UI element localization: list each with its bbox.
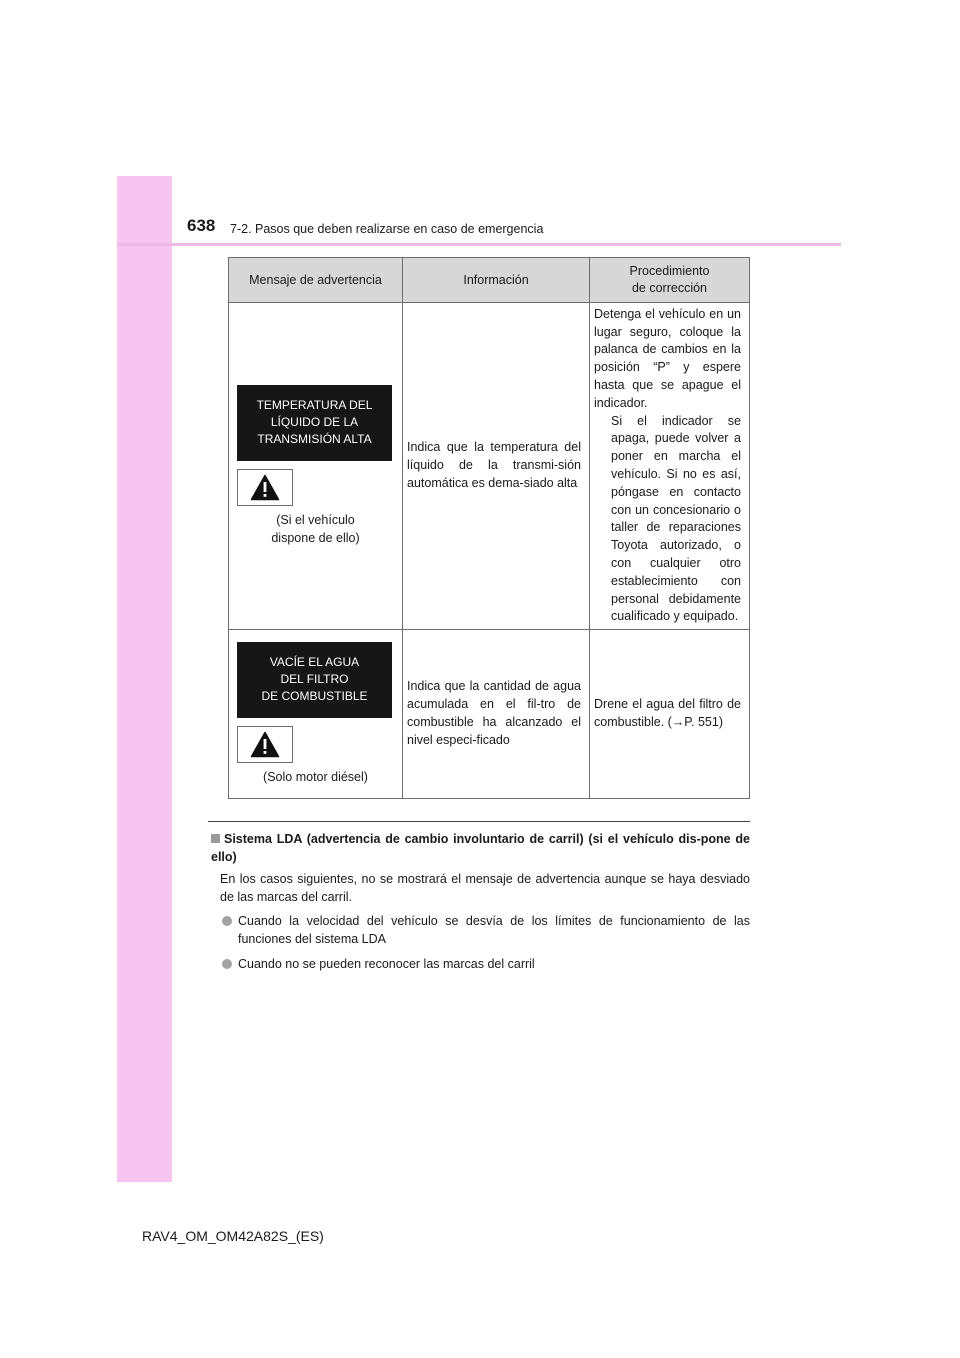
table-header-row [229, 258, 750, 303]
display-text: TEMPERATURA DEL LÍQUIDO DE LA TRANSMISIÓN ALTA [256, 398, 373, 447]
display-text: VACÍE EL AGUA DEL FILTRO DE COMBUSTIBLE [261, 655, 368, 704]
warning-triangle-icon [237, 726, 293, 763]
procedure-cell: Drene el agua del filtro de combustible. (→P. 551) [590, 630, 750, 799]
warning-display-image [237, 385, 392, 461]
side-tab-band [117, 176, 172, 1182]
warning-triangle-icon [237, 469, 293, 506]
page-number: 638 [187, 216, 216, 235]
column-header-procedure: Procedimiento de corrección [590, 258, 750, 303]
warning-messages-table [228, 257, 750, 799]
procedure-subtext: Si el indicador se apaga, puede volver a poner en marcha el vehículo. Si no es así, póngase en contacto con un concesionario o taller de reparaciones Toyota autorizado, o con cualquier otro establecimiento con personal debidamente cualificado y equipado. [611, 413, 741, 624]
chapter-title: 7-2. Pasos que deben realizarse en caso de emergencia [230, 222, 544, 236]
info-cell: Indica que la temperatura del líquido de la transmi-sión automática es dema-siado alta [403, 303, 590, 630]
section-intro: En los casos siguientes, no se mostrará el mensaje de advertencia aunque se haya desviado de las marcas del carril. [220, 872, 750, 904]
info-cell: Indica que la cantidad de agua acumulada en el fil-tro de combustible ha alcanzado el nivel especi-ficado [403, 630, 590, 799]
bullet-dot-icon [222, 916, 232, 926]
section-heading-text: Sistema LDA (advertencia de cambio involuntario de carril) (si el vehículo dis-pone de ello) [211, 832, 750, 864]
list-item [222, 912, 750, 948]
availability-note: (Si el vehículo dispone de ello) [271, 512, 360, 545]
list-item-text: Cuando no se pueden reconocer las marcas del carril [238, 957, 535, 971]
header-rule [117, 243, 841, 246]
footer-code: RAV4_OM_OM42A82S_(ES) [142, 1228, 324, 1244]
table-row [229, 630, 750, 799]
message-cell [229, 303, 403, 630]
message-cell [229, 630, 403, 799]
list-item-text: Cuando la velocidad del vehículo se desvía de los límites de funcionamiento de las funciones del sistema LDA [238, 914, 750, 946]
column-header-message: Mensaje de advertencia [229, 258, 403, 303]
procedure-text: Detenga el vehículo en un lugar seguro, coloque la palanca de cambios en la posición “P” y espere hasta que se apague el indicador. [594, 306, 741, 410]
procedure-cell [590, 303, 750, 630]
table-row [229, 303, 750, 630]
availability-note: (Solo motor diésel) [263, 769, 368, 784]
bullet-dot-icon [222, 959, 232, 969]
section-heading [211, 830, 750, 866]
column-header-info: Información [403, 258, 590, 303]
list-item [222, 955, 750, 973]
section-rule [208, 821, 750, 822]
square-bullet-icon [211, 834, 220, 843]
warning-display-image [237, 642, 392, 718]
